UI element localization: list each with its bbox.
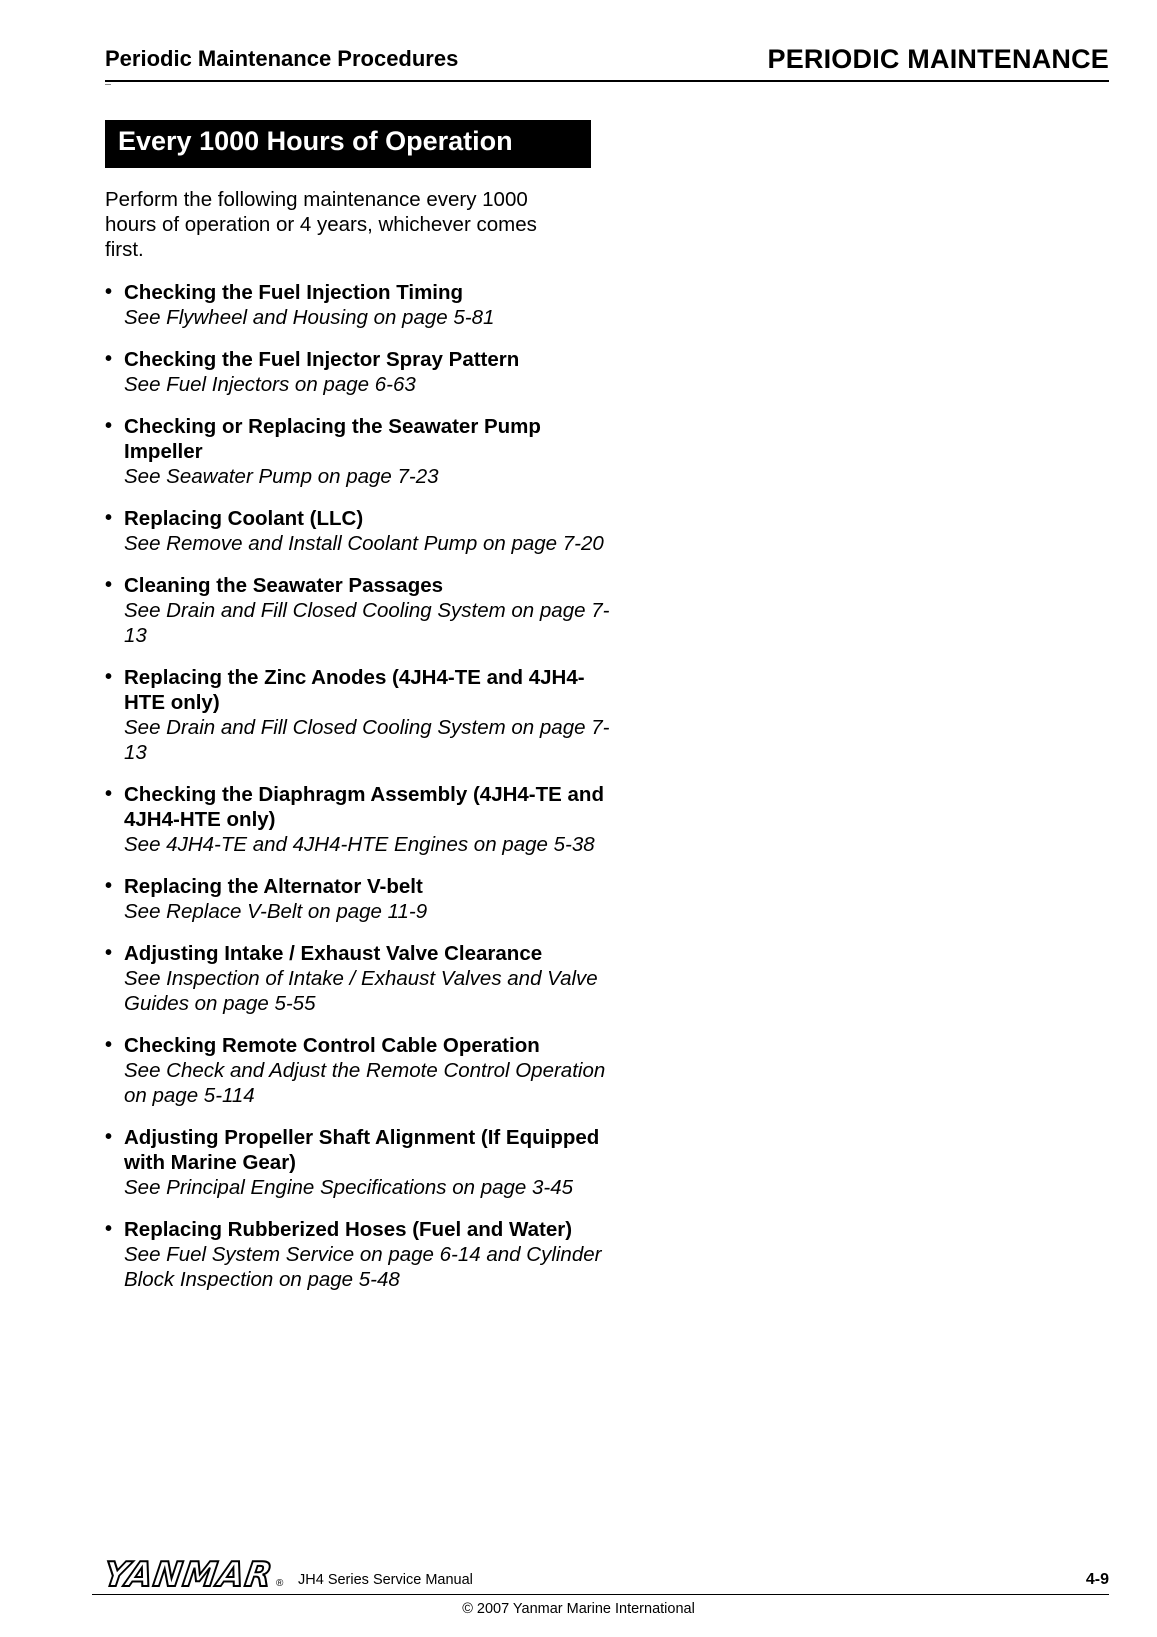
task-reference: See Flywheel and Housing on page 5-81	[124, 306, 495, 329]
header-tick-mark	[105, 84, 111, 85]
task-title: Replacing Rubberized Hoses (Fuel and Water)	[124, 1218, 573, 1241]
yanmar-logo: YANMAR	[101, 1555, 276, 1595]
task-item	[105, 414, 625, 489]
task-item	[105, 1033, 625, 1108]
bullet-icon: •	[105, 348, 113, 370]
bullet-icon: •	[105, 1034, 113, 1056]
copyright-notice: © 2007 Yanmar Marine International	[462, 1601, 695, 1617]
footer-divider	[92, 1594, 1109, 1595]
header-chapter-title: PERIODIC MAINTENANCE	[767, 44, 1109, 74]
task-title: Cleaning the Seawater Passages	[124, 574, 444, 597]
bullet-icon: •	[105, 415, 113, 437]
task-title: Checking the Diaphragm Assembly (4JH4-TE and 4JH4-HTE only)	[124, 783, 604, 831]
task-reference: See Drain and Fill Closed Cooling System on page 7-13	[124, 716, 610, 764]
bullet-icon: •	[105, 875, 113, 897]
registered-mark: ®	[276, 1578, 284, 1589]
task-title: Adjusting Propeller Shaft Alignment (If Equipped with Marine Gear)	[124, 1126, 600, 1174]
bullet-icon: •	[105, 1126, 113, 1148]
task-item	[105, 280, 625, 330]
task-title: Checking the Fuel Injection Timing	[124, 281, 464, 304]
task-reference: See Inspection of Intake / Exhaust Valves and Valve Guides on page 5-55	[124, 967, 598, 1015]
task-reference: See Replace V-Belt on page 11-9	[124, 900, 428, 923]
task-item	[105, 782, 625, 857]
bullet-icon: •	[105, 281, 113, 303]
task-title: Checking the Fuel Injector Spray Pattern	[124, 348, 520, 371]
bullet-icon: •	[105, 666, 113, 688]
maintenance-task-list	[105, 280, 625, 1309]
task-item	[105, 941, 625, 1016]
bullet-icon: •	[105, 783, 113, 805]
task-item	[105, 573, 625, 648]
task-reference: See 4JH4-TE and 4JH4-HTE Engines on page 5-38	[124, 833, 595, 856]
task-reference: See Check and Adjust the Remote Control Operation on page 5-114	[124, 1059, 606, 1107]
page-number: 4-9	[1085, 1571, 1109, 1588]
task-title: Replacing the Alternator V-belt	[124, 875, 423, 898]
task-title: Checking Remote Control Cable Operation	[124, 1034, 540, 1057]
bullet-icon: •	[105, 574, 113, 596]
task-reference: See Fuel System Service on page 6-14 and Cylinder Block Inspection on page 5-48	[124, 1243, 602, 1291]
task-title: Adjusting Intake / Exhaust Valve Clearance	[124, 942, 543, 965]
bullet-icon: •	[105, 1218, 113, 1240]
task-title: Replacing Coolant (LLC)	[124, 507, 364, 530]
header-section-title: Periodic Maintenance Procedures	[105, 46, 459, 71]
task-reference: See Drain and Fill Closed Cooling System on page 7-13	[124, 599, 610, 647]
task-title: Replacing the Zinc Anodes (4JH4-TE and 4JH4-HTE only)	[124, 666, 585, 714]
task-title: Checking or Replacing the Seawater Pump Impeller	[124, 415, 541, 463]
bullet-icon: •	[105, 942, 113, 964]
task-item	[105, 506, 625, 556]
task-item	[105, 347, 625, 397]
task-item	[105, 1217, 625, 1292]
manual-title: JH4 Series Service Manual	[298, 1572, 473, 1588]
bullet-icon: •	[105, 507, 113, 529]
intro-paragraph: Perform the following maintenance every 1000 hours of operation or 4 years, whichever comes first.	[105, 188, 537, 261]
task-reference: See Seawater Pump on page 7-23	[124, 465, 439, 488]
header-divider	[105, 80, 1109, 82]
task-reference: See Fuel Injectors on page 6-63	[124, 373, 416, 396]
task-item	[105, 1125, 625, 1200]
task-reference: See Principal Engine Specifications on page 3-45	[124, 1176, 574, 1199]
task-reference: See Remove and Install Coolant Pump on page 7-20	[124, 532, 604, 555]
task-item	[105, 874, 625, 924]
task-item	[105, 665, 625, 765]
section-heading: Every 1000 Hours of Operation	[105, 120, 591, 168]
